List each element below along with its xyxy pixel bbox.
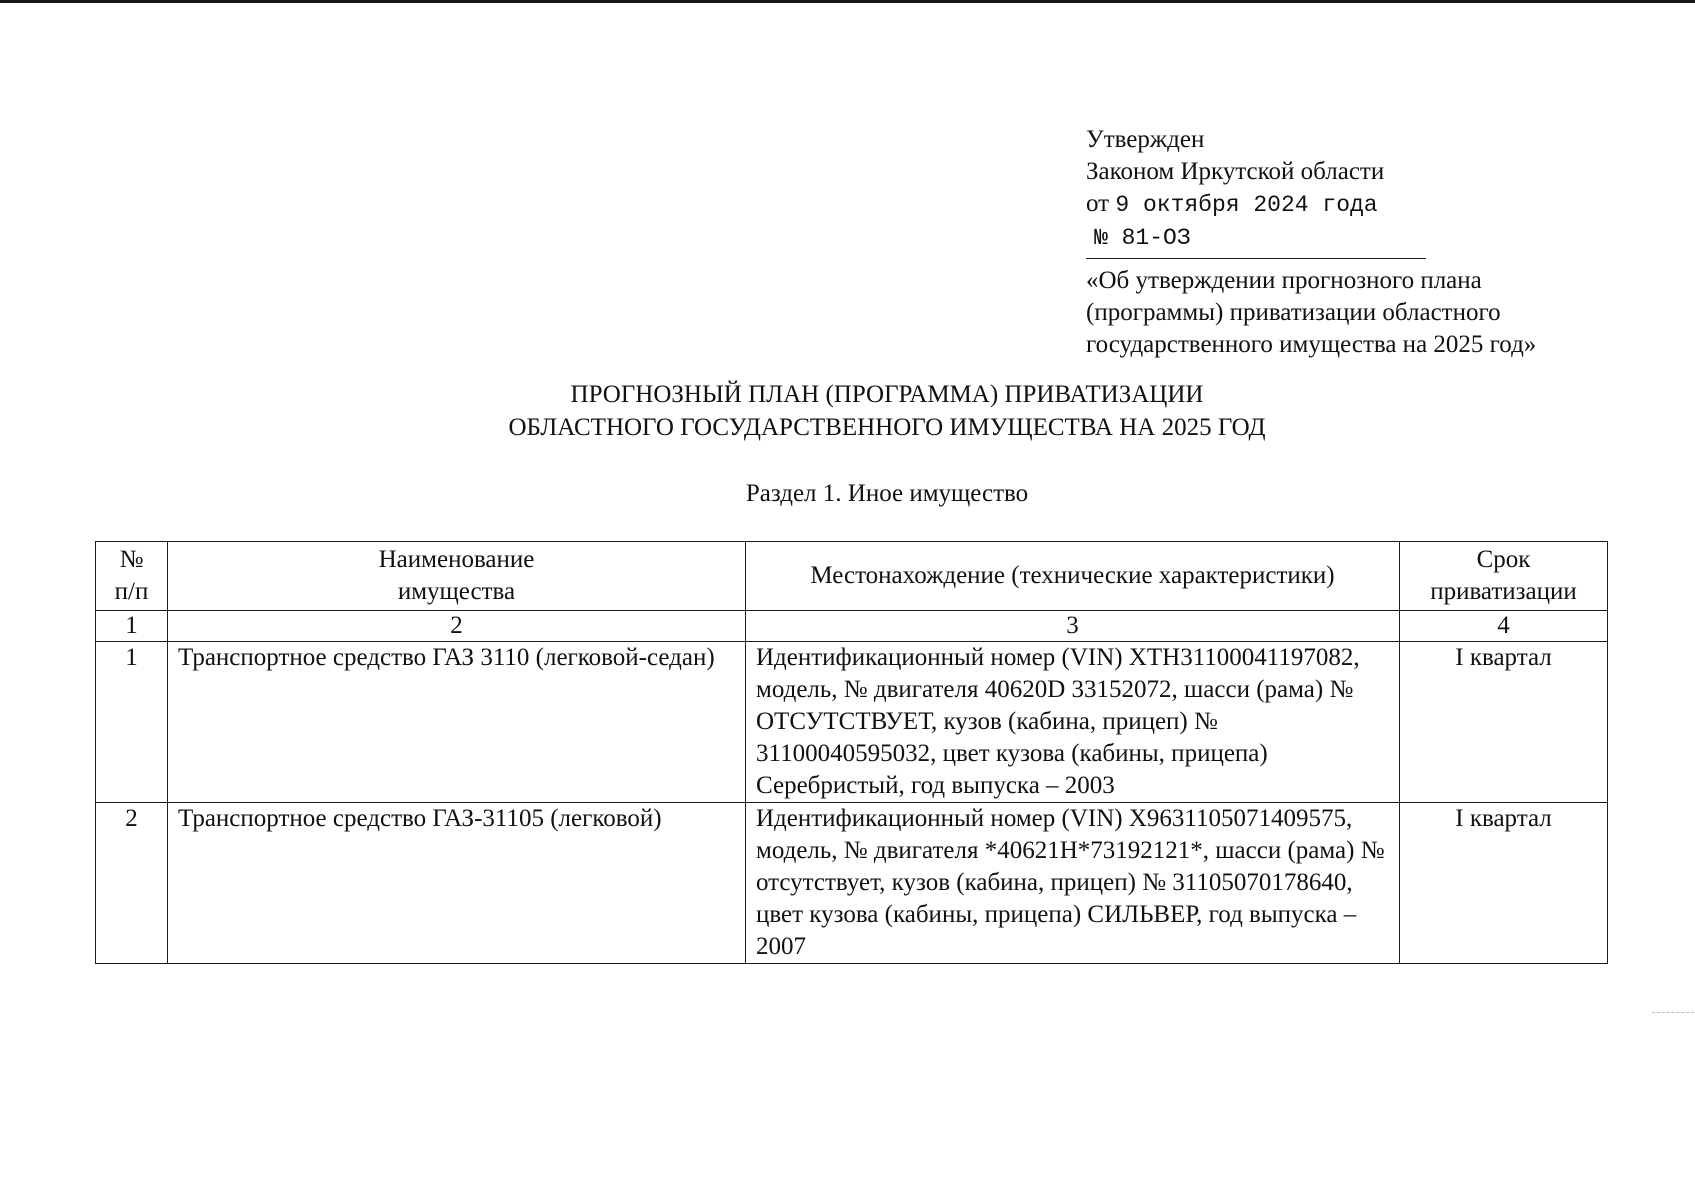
row-number: 1 (96, 642, 168, 803)
header-name-line-1: Наименование (378, 546, 535, 573)
document-title-line-2: ОБЛАСТНОГО ГОСУДАРСТВЕННОГО ИМУЩЕСТВА НА 2025 ГОД (508, 414, 1266, 441)
header-term-line-2: приватизации (1430, 578, 1577, 605)
top-border-line (0, 0, 1695, 3)
column-number: 4 (1400, 611, 1608, 642)
privatization-term: I квартал (1400, 642, 1608, 803)
document-title (0, 378, 1695, 444)
header-num-line-1: № (119, 546, 144, 573)
approval-number: № 81-ОЗ (1094, 225, 1191, 251)
approval-date-prefix: от (1086, 190, 1110, 217)
privatization-term: I квартал (1400, 803, 1608, 964)
property-location: Идентификационный номер (VIN) ХТН31100041197082, модель, № двигателя 40620D 33152072, шасси (рама) № ОТСУТСТВУЕТ, кузов (кабина, прицеп) № 31100040595032, цвет кузова (кабины, прицепа) Серебристый, год выпуска – 2003 (746, 642, 1400, 803)
header-term-line-1: Срок (1476, 546, 1531, 573)
table-row (96, 803, 1608, 964)
approval-line-approved: Утвержден (1086, 126, 1205, 153)
law-title-line-2: (программы) приватизации областного (1086, 299, 1501, 326)
header-num (96, 542, 168, 611)
privatization-table (95, 541, 1608, 964)
property-name: Транспортное средство ГАЗ-31105 (легковой) (168, 803, 746, 964)
column-number: 1 (96, 611, 168, 642)
header-num-line-2: п/п (114, 578, 149, 605)
approval-line-law: Законом Иркутской области (1086, 158, 1385, 185)
property-name: Транспортное средство ГАЗ 3110 (легковой-седан) (168, 642, 746, 803)
section-heading: Раздел 1. Иное имущество (745, 480, 1029, 507)
header-name (168, 542, 746, 611)
table-row (96, 642, 1608, 803)
document-title-line-1: ПРОГНОЗНЫЙ ПЛАН (ПРОГРАММА) ПРИВАТИЗАЦИИ (570, 381, 1204, 408)
property-location: Идентификационный номер (VIN) X9631105071409575, модель, № двигателя *40621H*73192121*, шасси (рама) № отсутствует, кузов (кабина, прицеп) № 31105070178640, цвет кузова (кабины, прицепа) СИЛЬВЕР, год выпуска – 2007 (746, 803, 1400, 964)
header-name-line-2: имущества (397, 578, 516, 605)
column-number: 2 (168, 611, 746, 642)
row-number: 2 (96, 803, 168, 964)
approval-stamp-block (1086, 124, 1646, 361)
law-title-line-1: «Об утверждении прогнозного плана (1086, 267, 1482, 294)
scan-edge-mark (1652, 1012, 1694, 1014)
table-header-row (96, 542, 1608, 611)
column-numbering-row (96, 611, 1608, 642)
approval-date: 9 октября 2024 года (1115, 192, 1378, 218)
column-number: 3 (746, 611, 1400, 642)
approval-number-block (1086, 221, 1426, 259)
header-location: Местонахождение (технические характеристики) (746, 542, 1400, 611)
law-title-line-3: государственного имущества на 2025 год» (1086, 331, 1537, 358)
approval-line-date (1086, 188, 1646, 221)
header-term (1400, 542, 1608, 611)
